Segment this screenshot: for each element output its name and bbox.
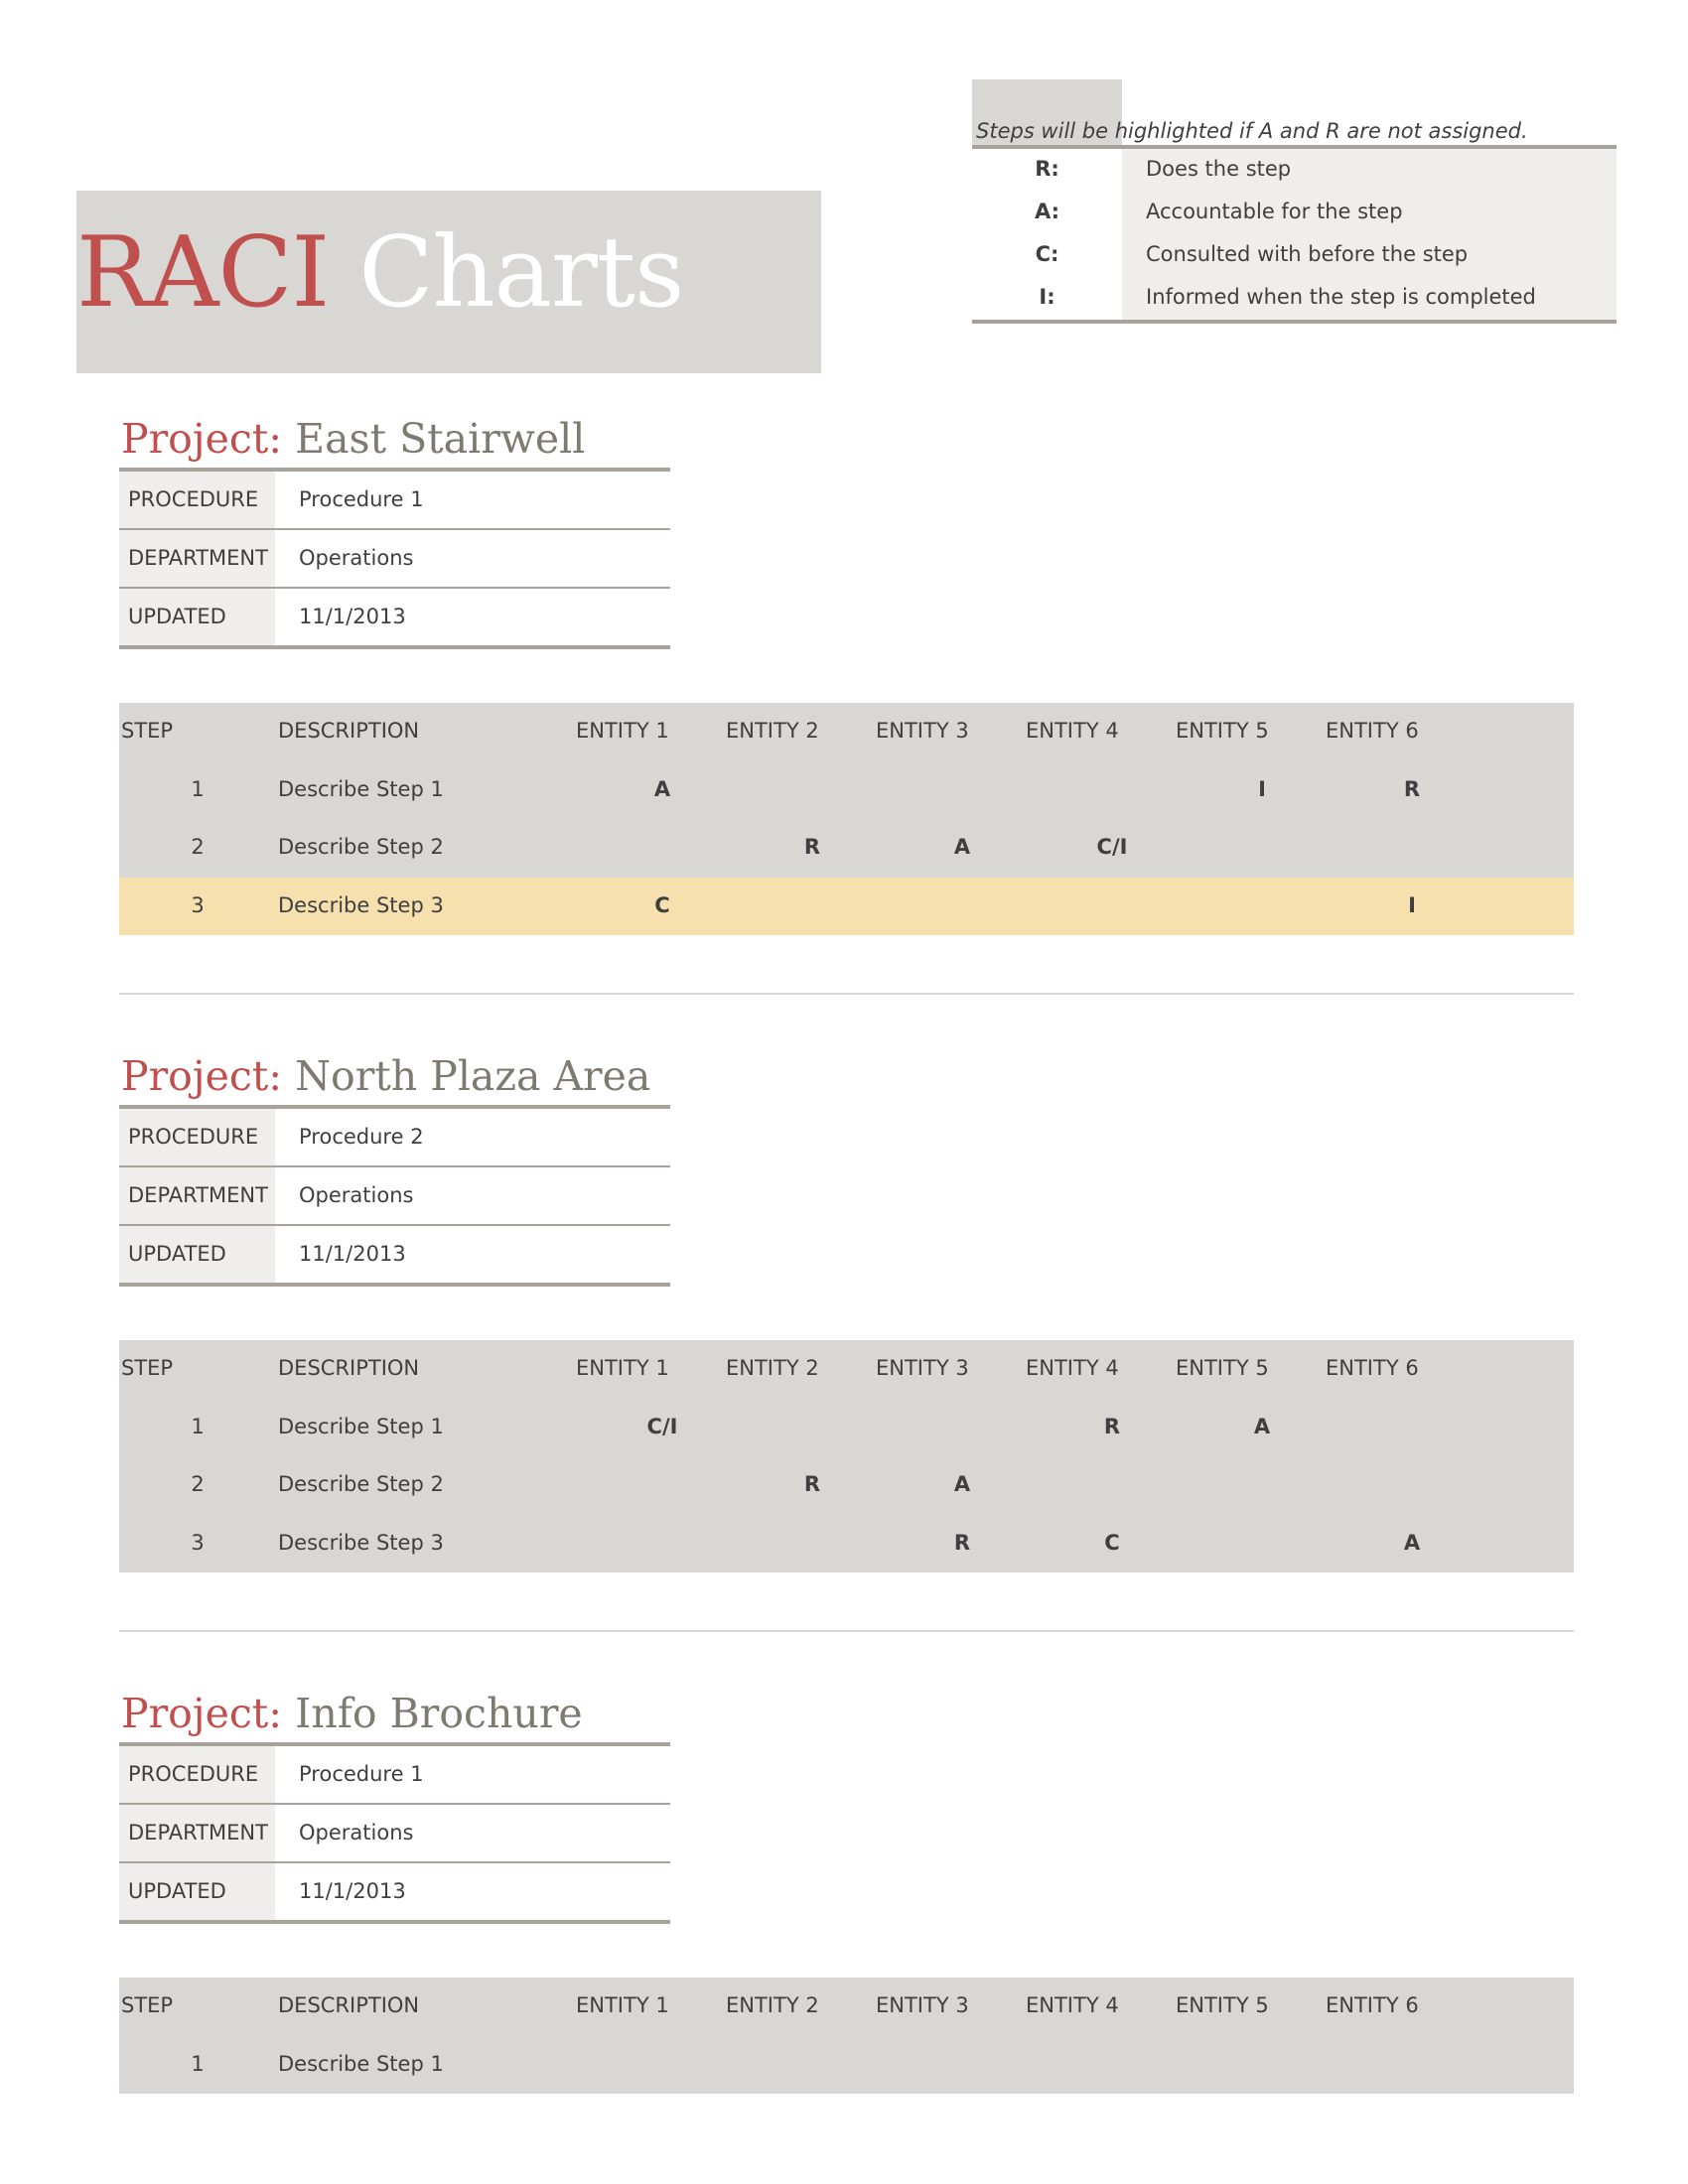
entity-header: ENTITY 6: [1326, 1356, 1419, 1380]
raci-cell: C/I: [1096, 835, 1128, 859]
entity-header: ENTITY 6: [1326, 719, 1419, 743]
step-header: STEP: [121, 719, 174, 743]
legend-desc: Consulted with before the step: [1146, 242, 1469, 266]
department-row: [119, 530, 670, 587]
step-header: STEP: [121, 1993, 174, 2017]
raci-cell: C: [654, 892, 670, 917]
raci-cell: A: [1403, 1530, 1421, 1555]
step-description: Describe Step 1: [278, 776, 444, 801]
page-title: [76, 216, 684, 330]
project-label: Project:: [121, 415, 283, 463]
legend-row-a: [972, 192, 1617, 235]
project-name: Info Brochure: [295, 1690, 583, 1737]
entity-header: ENTITY 4: [1026, 1356, 1119, 1380]
project-name: North Plaza Area: [295, 1052, 651, 1100]
table-row: [119, 1456, 1574, 1515]
description-header: DESCRIPTION: [278, 1356, 420, 1380]
legend-key: I:: [1039, 285, 1055, 309]
raci-cell: R: [1403, 776, 1421, 801]
updated-row: [119, 589, 670, 645]
legend-key: R:: [1035, 157, 1059, 181]
department-label: DEPARTMENT: [128, 1183, 268, 1207]
legend: [972, 149, 1617, 320]
step-number: 3: [191, 1530, 205, 1555]
table-row: [119, 878, 1574, 936]
project-heading: [121, 417, 585, 462]
procedure-label: PROCEDURE: [128, 1125, 259, 1149]
entity-header: ENTITY 3: [876, 1993, 969, 2017]
table-header-row: [119, 703, 1574, 761]
legend-row-i: [972, 277, 1617, 321]
department-value: Operations: [299, 1183, 414, 1207]
legend-key: C:: [1035, 242, 1059, 266]
entity-header: ENTITY 4: [1026, 1993, 1119, 2017]
legend-desc: Informed when the step is completed: [1146, 285, 1536, 309]
project-block: [119, 417, 1574, 933]
entity-header: ENTITY 1: [576, 719, 669, 743]
entity-header: ENTITY 5: [1176, 1993, 1269, 2017]
title-charts: Charts: [358, 216, 684, 330]
procedure-value: Procedure 1: [299, 487, 424, 511]
project-heading: [121, 1692, 583, 1736]
project-block: [119, 1054, 1574, 1570]
step-number: 3: [191, 892, 205, 917]
legend-bottom-border: [972, 320, 1617, 324]
raci-cell: C/I: [646, 1414, 678, 1438]
raci-cell: R: [803, 1472, 821, 1496]
raci-cell: A: [953, 835, 971, 859]
department-label: DEPARTMENT: [128, 546, 268, 570]
procedure-value: Procedure 2: [299, 1125, 424, 1149]
procedure-label: PROCEDURE: [128, 487, 259, 511]
department-row: [119, 1167, 670, 1224]
raci-cell: I: [1408, 892, 1416, 917]
updated-row: [119, 1226, 670, 1283]
legend-row-r: [972, 149, 1617, 193]
project-name: East Stairwell: [295, 415, 586, 463]
section-divider: [119, 1630, 1574, 1632]
department-value: Operations: [299, 1821, 414, 1844]
project-info-table: [119, 468, 670, 649]
table-header-row: [119, 1340, 1574, 1399]
table-row: [119, 1399, 1574, 1457]
table-header-row: [119, 1978, 1574, 2036]
department-row: [119, 1805, 670, 1861]
step-number: 1: [191, 2051, 205, 2076]
entity-header: ENTITY 1: [576, 1356, 669, 1380]
legend-desc: Accountable for the step: [1146, 200, 1403, 223]
updated-label: UPDATED: [128, 1879, 226, 1903]
project-label: Project:: [121, 1690, 283, 1737]
procedure-row: [119, 1109, 670, 1165]
entity-header: ENTITY 5: [1176, 719, 1269, 743]
legend-key: A:: [1034, 200, 1060, 223]
entity-header: ENTITY 6: [1326, 1993, 1419, 2017]
entity-header: ENTITY 2: [726, 1356, 819, 1380]
step-number: 2: [191, 1472, 205, 1496]
step-number: 2: [191, 835, 205, 859]
step-description: Describe Step 3: [278, 892, 444, 917]
updated-row: [119, 1863, 670, 1920]
entity-header: ENTITY 1: [576, 1993, 669, 2017]
raci-table: [119, 1978, 1574, 2094]
step-description: Describe Step 2: [278, 1472, 444, 1496]
table-row: [119, 1515, 1574, 1573]
description-header: DESCRIPTION: [278, 1993, 420, 2017]
procedure-value: Procedure 1: [299, 1762, 424, 1786]
raci-cell: R: [1103, 1414, 1121, 1438]
raci-table: [119, 703, 1574, 935]
raci-cell: A: [953, 1472, 971, 1496]
entity-header: ENTITY 2: [726, 1993, 819, 2017]
legend-note: Steps will be highlighted if A and R are not assigned.: [976, 119, 1528, 143]
entity-header: ENTITY 3: [876, 1356, 969, 1380]
department-value: Operations: [299, 546, 414, 570]
project-info-table: [119, 1742, 670, 1924]
project-block: [119, 1692, 1574, 2109]
raci-table: [119, 1340, 1574, 1572]
step-description: Describe Step 1: [278, 1414, 444, 1438]
table-row: [119, 2036, 1574, 2095]
project-label: Project:: [121, 1052, 283, 1100]
updated-label: UPDATED: [128, 1242, 226, 1266]
section-divider: [119, 993, 1574, 995]
entity-header: ENTITY 2: [726, 719, 819, 743]
project-heading: [121, 1054, 650, 1099]
step-description: Describe Step 1: [278, 2051, 444, 2076]
table-row: [119, 819, 1574, 878]
raci-cell: C: [1104, 1530, 1120, 1555]
description-header: DESCRIPTION: [278, 719, 420, 743]
legend-row-c: [972, 234, 1617, 278]
entity-header: ENTITY 5: [1176, 1356, 1269, 1380]
updated-value: 11/1/2013: [299, 1242, 406, 1266]
procedure-row: [119, 1746, 670, 1803]
step-description: Describe Step 3: [278, 1530, 444, 1555]
title-banner: [76, 191, 821, 373]
step-description: Describe Step 2: [278, 835, 444, 859]
table-row: [119, 761, 1574, 820]
legend-desc: Does the step: [1146, 157, 1292, 181]
updated-label: UPDATED: [128, 605, 226, 628]
raci-cell: A: [1253, 1414, 1271, 1438]
raci-cell: A: [653, 776, 671, 801]
step-header: STEP: [121, 1356, 174, 1380]
procedure-label: PROCEDURE: [128, 1762, 259, 1786]
entity-header: ENTITY 4: [1026, 719, 1119, 743]
step-number: 1: [191, 776, 205, 801]
title-raci: RACI: [76, 216, 330, 330]
raci-cell: R: [803, 835, 821, 859]
raci-cell: I: [1258, 776, 1266, 801]
entity-header: ENTITY 3: [876, 719, 969, 743]
updated-value: 11/1/2013: [299, 605, 406, 628]
raci-cell: R: [953, 1530, 971, 1555]
procedure-row: [119, 472, 670, 528]
project-info-table: [119, 1105, 670, 1287]
updated-value: 11/1/2013: [299, 1879, 406, 1903]
department-label: DEPARTMENT: [128, 1821, 268, 1844]
step-number: 1: [191, 1414, 205, 1438]
